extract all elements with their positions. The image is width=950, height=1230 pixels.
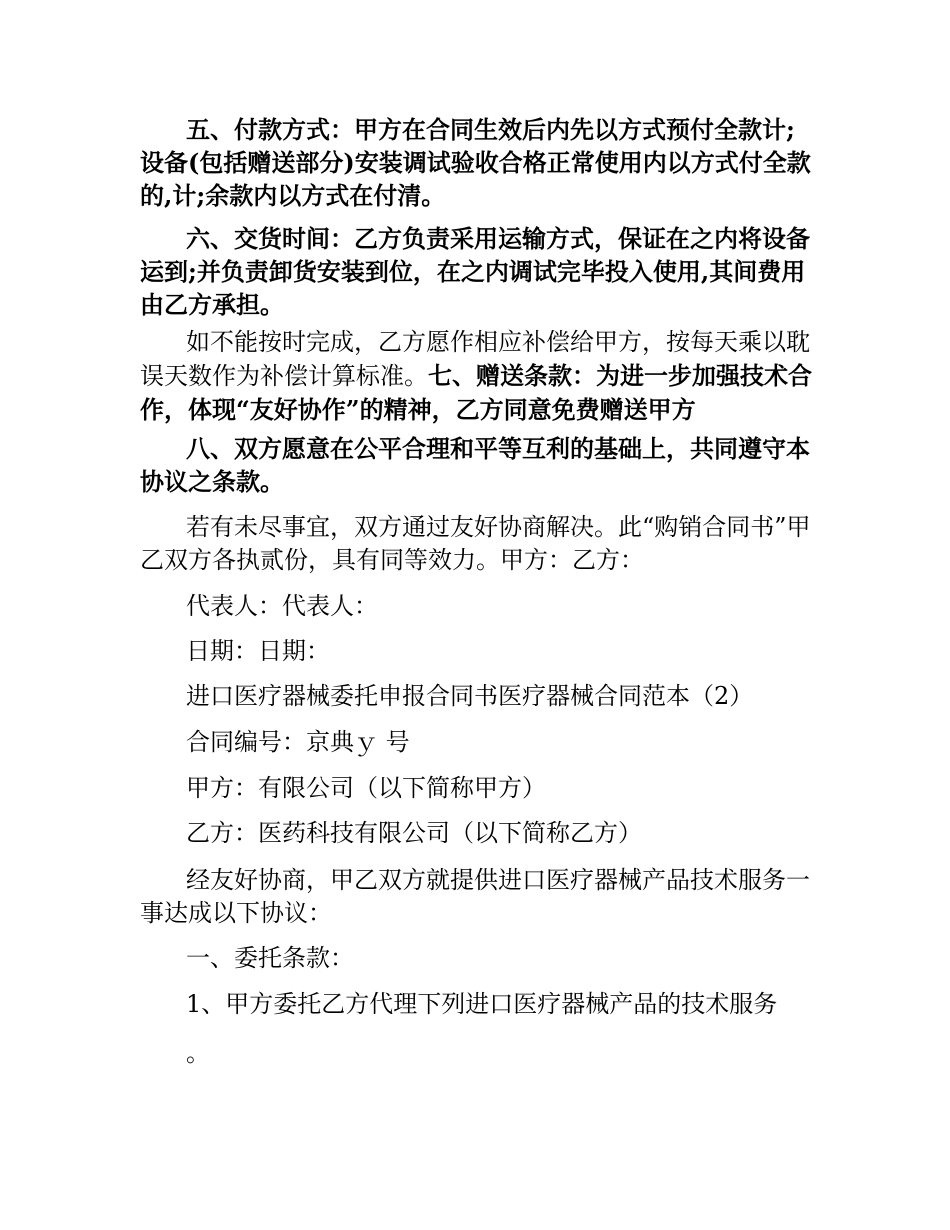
contract-title: 进口医疗器械委托申报合同书医疗器械合同范本（2） xyxy=(186,682,754,710)
mutual-clause: 八、双方愿意在公平合理和平等互利的基础上，共同遵守本协议之条款。 xyxy=(140,434,810,496)
party-a: 甲方：有限公司（以下简称甲方） xyxy=(186,774,546,802)
entrust-item-1: 1、甲方委托乙方代理下列进口医疗器械产品的技术服务 xyxy=(186,990,778,1018)
date-line: 日期：日期： xyxy=(186,637,330,665)
entrust-heading: 一、委托条款： xyxy=(186,944,354,972)
trailing-mark: 。 xyxy=(186,1039,210,1067)
delivery-clause: 六、交货时间：乙方负责采用运输方式，保证在之内将设备运到;并负责卸货安装到位，在之内调试完毕投入使用,其间费用由乙方承担。 xyxy=(140,224,810,319)
compensation-text: 如不能按时完成，乙方愿作相应补偿给甲方，按每天乘以耽误天数作为补偿计算标准。 xyxy=(140,328,810,390)
party-b: 乙方：医药科技有限公司（以下简称乙方） xyxy=(186,819,642,847)
compensation-gift-paragraph xyxy=(140,326,812,427)
gift-clause: 七、赠送条款：为进一步加强技术合作，体现“友好协作”的精神，乙方同意免费赠送甲方 xyxy=(140,361,812,424)
payment-clause: 五、付款方式：甲方在合同生效后内先以方式预付全款计;设备(包括赠送部分)安装调试验收合格正常使用内以方式付全款的,计;余款内以方式在付清。 xyxy=(140,115,811,210)
representative-line: 代表人：代表人： xyxy=(186,592,378,620)
contract-number: 合同编号：京典ｙ 号 xyxy=(186,728,410,756)
agreement-intro: 经友好协商，甲乙双方就提供进口医疗器械产品技术服务一事达成以下协议： xyxy=(140,866,810,927)
unresolved-clause: 若有未尽事宜，双方通过友好协商解决。此“购销合同书”甲乙双方各执贰份，具有同等效力。甲方：乙方： xyxy=(140,513,811,574)
